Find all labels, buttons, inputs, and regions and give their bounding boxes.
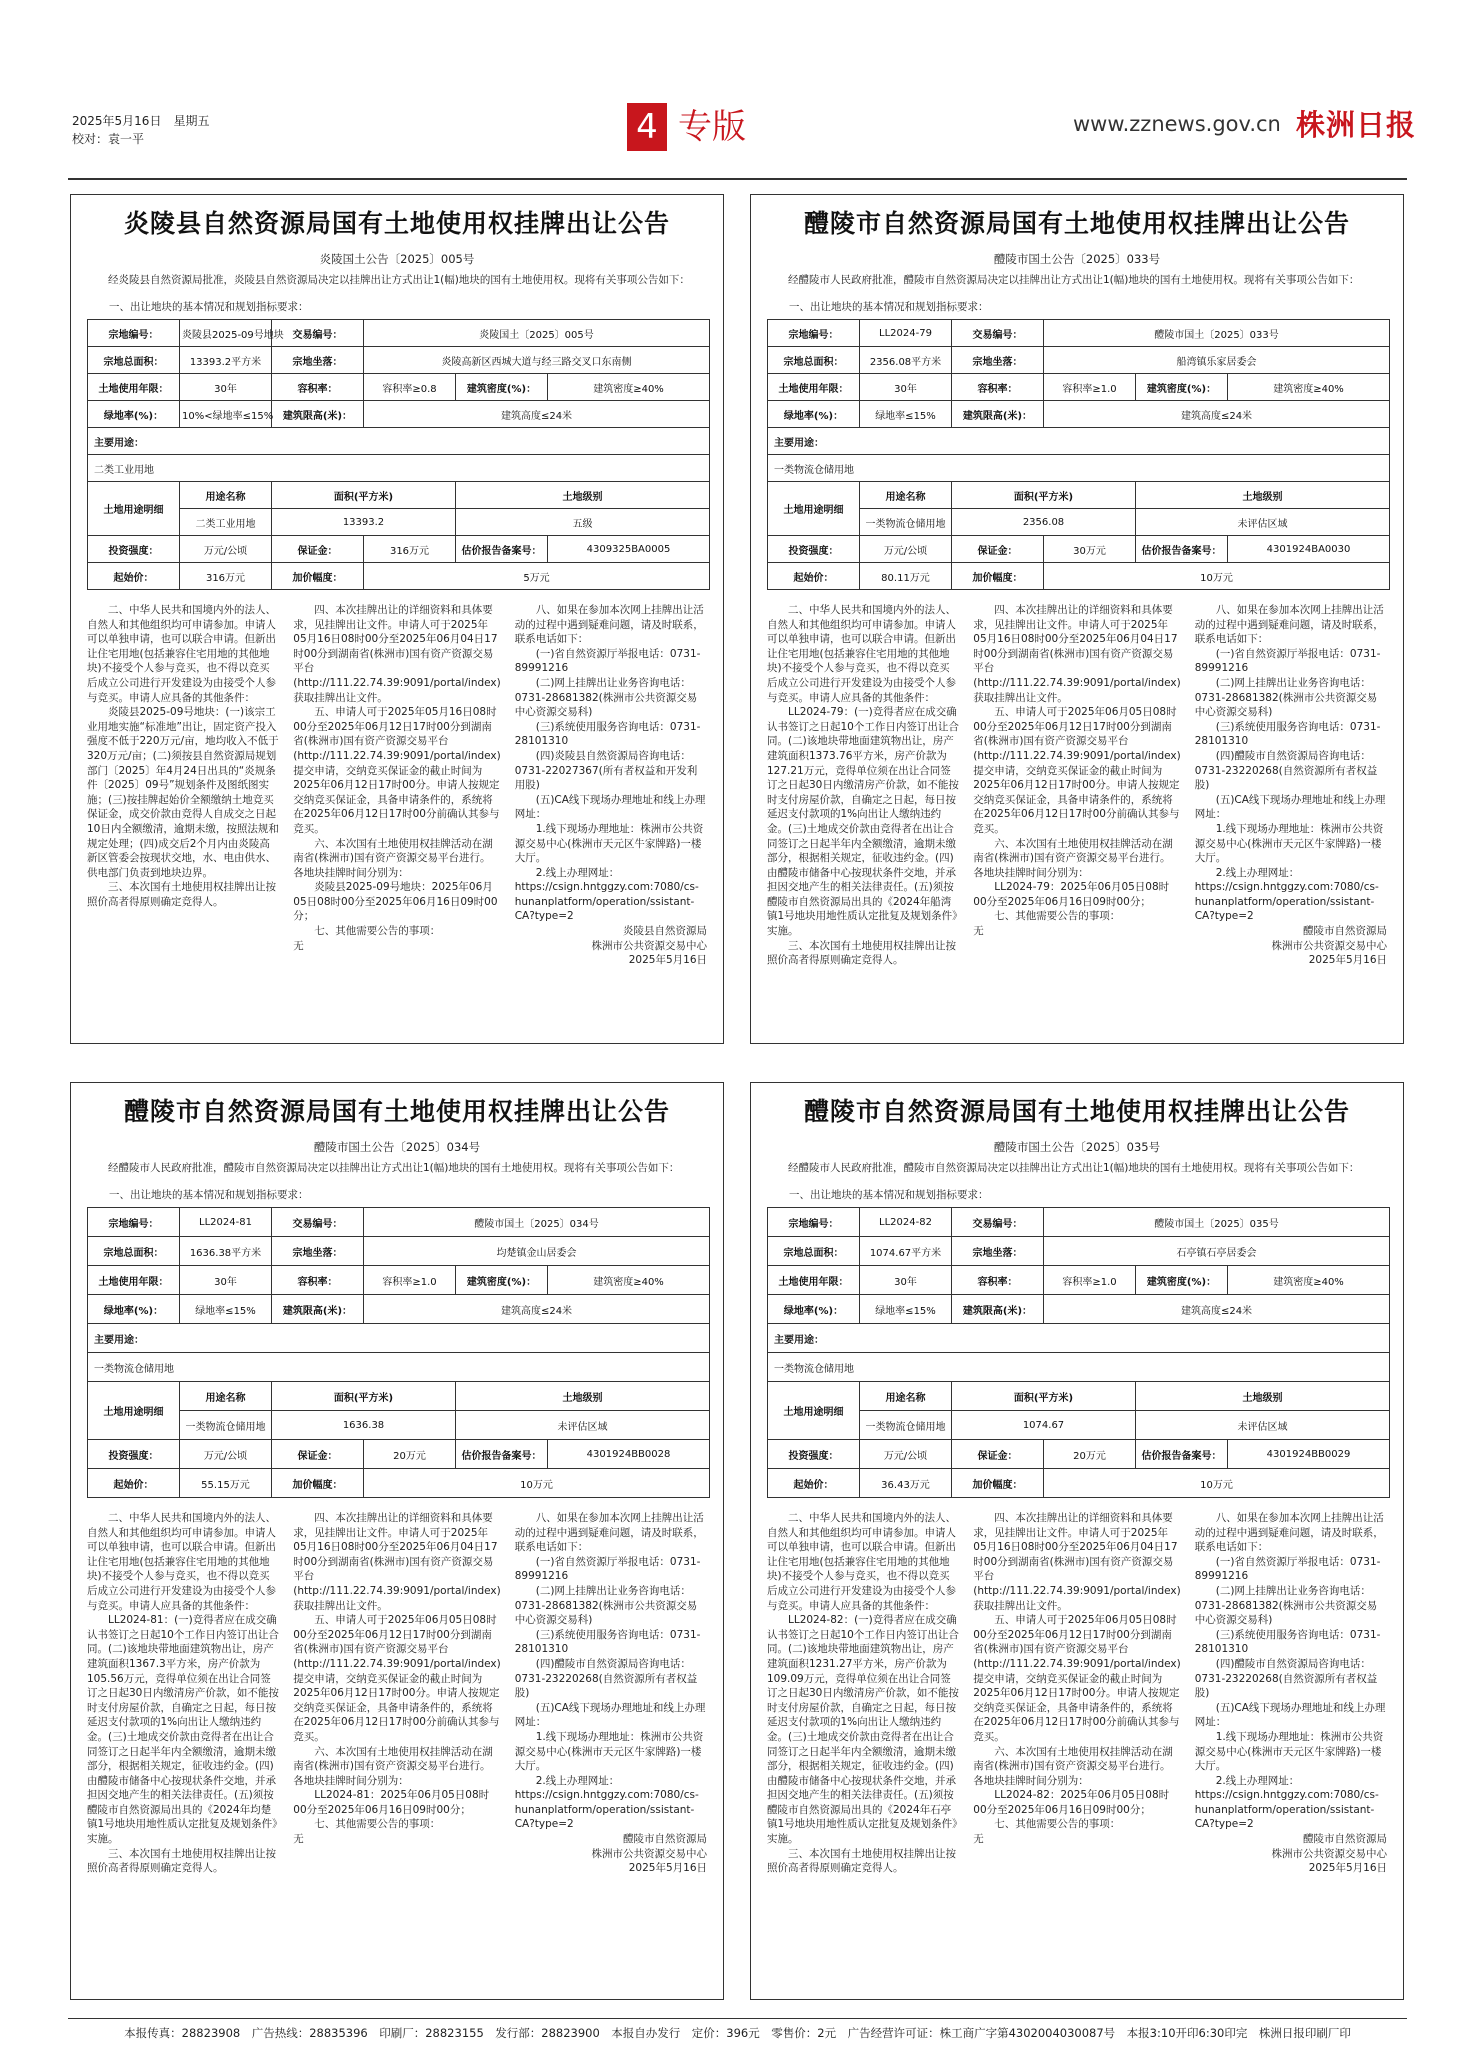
label-term: 土地使用年限：: [88, 1266, 180, 1295]
header-meta: [72, 112, 209, 148]
label-term: 土地使用年限：: [768, 1266, 860, 1295]
label-area: 宗地总面积：: [768, 1237, 860, 1266]
detail-header-area: 面积(平方米): [272, 482, 456, 509]
section-heading: 一、出让地块的基本情况和规划指标要求：: [789, 1189, 989, 1201]
body-paragraph: 炎陵县2025-09号地块：(一)该宗工业用地实施“标准地”出让，固定资产投入强度不低于220万元/亩，地均收入不低于320万元/亩；(二)须按县自然资源局规划部门〔2025〕年4月24日出具的“炎规条件〔2025〕09号”规划条件及图纸图实施；(三)按挂牌起始价全额缴纳土地竞买保证金，成交价款由竞得人自成交之日起10日内全额缴清，逾期未缴，按照法规和规定处理；(四)成交后2个月内由炎陵高新区管委会按现状交地，水、电由供水、供电部门负责到地块边界。: [87, 706, 279, 879]
detail-use: 一类物流仓储用地: [860, 1411, 952, 1440]
label-location: 宗地坐落：: [952, 1237, 1044, 1266]
issue-date: 2025年5月16日 星期五: [72, 114, 210, 128]
detail-area: 1636.38: [272, 1411, 456, 1440]
notice-intro: 经醴陵市人民政府批准，醴陵市自然资源局决定以挂牌出让方式出让1(幅)地块的国有土地使用权。现将有关事项公告如下：: [788, 1162, 1360, 1174]
notice-intro: 经醴陵市人民政府批准，醴陵市自然资源局决定以挂牌出让方式出让1(幅)地块的国有土地使用权。现将有关事项公告如下：: [788, 274, 1360, 286]
body-paragraph: (五)CA线下现场办理地址和线上办理网址：: [1194, 793, 1386, 821]
parcel-no: LL2024-82: [860, 1208, 952, 1237]
body-paragraph: 六、本次国有土地使用权挂牌活动在湖南省(株洲市)国有资产资源交易平台进行。各地块挂牌时间分别为：: [293, 1745, 493, 1787]
body-paragraph: 无: [973, 1833, 984, 1846]
label-valuation: 估价报告备案号：: [456, 536, 548, 563]
body-paragraph: LL2024-81：2025年06月05日08时00分至2025年06月16日09时00分；: [293, 1789, 490, 1816]
land-info-table: [767, 319, 1390, 590]
body-paragraph: (二)网上挂牌出让业务咨询电话：0731-28681382(株洲市公共资源交易中心资源交易科): [1194, 676, 1378, 719]
parcel-area: 13393.2平方米: [180, 347, 272, 374]
label-far: 容积率：: [952, 374, 1044, 401]
body-paragraph: (一)省自然资源厅举报电话：0731-89991216: [514, 1555, 701, 1583]
label-investment: 投资强度：: [88, 536, 180, 563]
label-trade-no: 交易编号：: [272, 1208, 364, 1237]
label-location: 宗地坐落：: [272, 1237, 364, 1266]
body-paragraph: 1.线下现场办理地址：株洲市公共资源交易中心(株洲市天元区牛家牌路)一楼大厅。: [1194, 822, 1384, 865]
label-investment: 投资强度：: [768, 536, 860, 563]
label-location: 宗地坐落：: [272, 347, 364, 374]
trade-no: 醴陵市国土〔2025〕035号: [1044, 1208, 1390, 1237]
label-far: 容积率：: [952, 1266, 1044, 1295]
land-info-table: [87, 1207, 710, 1498]
height-limit: 建筑高度≤24米: [1044, 401, 1390, 428]
body-paragraph: 无: [293, 939, 304, 952]
detail-header-area: 面积(平方米): [952, 482, 1136, 509]
green-ratio: 10%<绿地率≤15%: [180, 401, 272, 428]
floor-area-ratio: 容积率≥1.0: [364, 1266, 456, 1295]
detail-header-use: 用途名称: [180, 482, 272, 509]
label-investment: 投资强度：: [88, 1440, 180, 1469]
building-density: 建筑密度≥40%: [1228, 374, 1390, 401]
label-far: 容积率：: [272, 374, 364, 401]
label-deposit: 保证金：: [272, 1440, 364, 1469]
height-limit: 建筑高度≤24米: [364, 1295, 710, 1324]
label-location: 宗地坐落：: [952, 347, 1044, 374]
notice-panel: [70, 194, 724, 1044]
parcel-no: LL2024-79: [860, 320, 952, 347]
label-green: 绿地率(%)：: [88, 401, 180, 428]
text-column: [293, 603, 500, 1031]
text-column: [767, 603, 959, 1031]
floor-area-ratio: 容积率≥1.0: [1044, 1266, 1136, 1295]
label-trade-no: 交易编号：: [952, 320, 1044, 347]
body-paragraph: (五)CA线下现场办理地址和线上办理网址：: [1194, 1701, 1386, 1729]
investment-intensity: 万元/公顷: [180, 536, 272, 563]
main-use: 一类物流仓储用地: [768, 1353, 1390, 1382]
detail-use: 一类物流仓储用地: [860, 509, 952, 536]
notice-body: [767, 1511, 1387, 1987]
detail-area: 2356.08: [952, 509, 1136, 536]
notice-title: 醴陵市自然资源局国有土地使用权挂牌出让公告: [803, 209, 1350, 238]
notice-panel: [70, 1082, 724, 2000]
label-use-detail: 土地用途明细: [88, 482, 180, 536]
text-column: [293, 1511, 500, 1987]
body-paragraph: 无: [973, 925, 984, 938]
label-parcel-no: 宗地编号：: [768, 1208, 860, 1237]
body-paragraph: (一)省自然资源厅举报电话：0731-89991216: [514, 647, 701, 675]
floor-area-ratio: 容积率≥0.8: [364, 374, 456, 401]
label-parcel-no: 宗地编号：: [88, 1208, 180, 1237]
deposit: 30万元: [1044, 536, 1136, 563]
investment-intensity: 万元/公顷: [860, 536, 952, 563]
label-valuation: 估价报告备案号：: [1136, 536, 1228, 563]
signature-line: 2025年5月16日: [628, 954, 708, 967]
detail-header-grade: 土地级别: [456, 1382, 710, 1411]
signature-line: 株洲市公共资源交易中心: [591, 1847, 708, 1860]
section-heading: 一、出让地块的基本情况和规划指标要求：: [789, 301, 989, 313]
body-paragraph: (二)网上挂牌出让业务咨询电话：0731-28681382(株洲市公共资源交易中心资源交易科): [1194, 1584, 1378, 1627]
deposit: 20万元: [364, 1440, 456, 1469]
notice-panel: [750, 1082, 1404, 2000]
body-paragraph: 二、中华人民共和国境内外的法人、自然人和其他组织均可申请参加。申请人可以单独申请，也可以联合申请。但新出让住宅用地(包括兼容住宅用地的其他地块)不接受个人参与竞买，也不得以竞买后成立公司进行开发建设为由接受个人参与竞买。申请人应具备的其他条件：: [767, 1512, 956, 1612]
notice-title: 醴陵市自然资源局国有土地使用权挂牌出让公告: [123, 1097, 670, 1126]
parcel-area: 2356.08平方米: [860, 347, 952, 374]
body-paragraph: (四)炎陵县自然资源局咨询电话：0731-22027367(所有者权益和开发利用股): [514, 749, 698, 792]
notice-intro: 经炎陵县自然资源局批准，炎陵县自然资源局决定以挂牌出让方式出让1(幅)地块的国有土地使用权。现将有关事项公告如下：: [108, 274, 690, 286]
body-paragraph: LL2024-79：(一)竞得者应在成交确认书签订之日起10个工作日内签订出让合同。(二)该地块带地面建筑物出让，房产建筑面积1373.76平方米，房产价款为127.21万元，竞得单位须在出让合同签订之日起30日内缴清房产价款，如不能按时支付房屋价款，自确定之日起，每日按延迟支付款项的1%向出让人缴纳违约金。(三)土地成交价款由竞得者在出让合同签订之日起半年内全额缴清，逾期未缴部分，根据相关规定，征收违约金。(四)由醴陵市储备中心按现状条件交地，并承担因交地产生的相关法律责任。(五)须按醴陵市自然资源局出具的《2024年船湾镇1号地块用地性质认定批复及规划条件》实施。: [767, 706, 959, 938]
bid-increment: 10万元: [1044, 1469, 1390, 1498]
detail-header-area: 面积(平方米): [952, 1382, 1136, 1411]
trade-no: 醴陵市国土〔2025〕034号: [364, 1208, 710, 1237]
notice-doc-number: 醴陵市国土公告〔2025〕035号: [993, 1140, 1161, 1154]
body-paragraph: 2.线上办理网址：https://csign.hntggzy.com:7080/cs-hunanplatform/operation/ssistant-CA?type=2: [1194, 866, 1379, 923]
body-paragraph: 二、中华人民共和国境内外的法人、自然人和其他组织均可申请参加。申请人可以单独申请，也可以联合申请。但新出让住宅用地(包括兼容住宅用地的其他地块)不接受个人参与竞买，也不得以竞买后成立公司进行开发建设为由接受个人参与竞买。申请人应具备的其他条件：: [767, 604, 956, 704]
parcel-no: 炎陵县2025-09号地块: [180, 320, 272, 347]
green-ratio: 绿地率≤15%: [180, 1295, 272, 1324]
section-heading: 一、出让地块的基本情况和规划指标要求：: [109, 1189, 309, 1201]
investment-intensity: 万元/公顷: [860, 1440, 952, 1469]
signature-line: 醴陵市自然资源局: [1303, 925, 1388, 938]
main-use: 二类工业用地: [88, 455, 710, 482]
use-term: 30年: [180, 1266, 272, 1295]
start-price: 80.11万元: [860, 563, 952, 590]
label-increment: 加价幅度：: [272, 1469, 364, 1498]
label-use-detail: 土地用途明细: [768, 1382, 860, 1440]
text-column: [767, 1511, 959, 1987]
label-term: 土地使用年限：: [88, 374, 180, 401]
label-increment: 加价幅度：: [952, 563, 1044, 590]
label-green: 绿地率(%)：: [768, 1295, 860, 1324]
proofreader: 校对：袁一平: [72, 132, 145, 146]
signature-line: 株洲市公共资源交易中心: [1271, 939, 1388, 952]
label-increment: 加价幅度：: [952, 1469, 1044, 1498]
parcel-location: 均楚镇金山居委会: [364, 1237, 710, 1266]
body-paragraph: 四、本次挂牌出让的详细资料和具体要求，见挂牌出让文件。申请人可于2025年05月16日08时00分至2025年06月04日17时00分到湖南省(株洲市)国有资产资源交易平台(http://111.22.74.39:9091/portal/index)获取挂牌出让文件。: [973, 1512, 1181, 1612]
body-paragraph: LL2024-81：(一)竞得者应在成交确认书签订之日起10个工作日内签订出让合同。(二)该地块带地面建筑物出让，房产建筑面积1367.3平方米，房产价款为105.56万元，竞得单位须在出让合同签订之日起30日内缴清房产价款，如不能按时支付房屋价款，自确定之日起，每日按延迟支付款项的1%向出让人缴纳违约金。(三)土地成交价款由竞得者在出让合同签订之日起半年内全额缴清，逾期未缴部分，根据相关规定，征收违约金。(四)由醴陵市储备中心按现状条件交地，并承担因交地产生的相关法律责任。(五)须按醴陵市自然资源局出具的《2024年均楚镇1号地块用地性质认定批复及规划条件》实施。: [87, 1614, 279, 1846]
site-url: www.zznews.gov.cn: [1073, 112, 1281, 136]
signature-line: 醴陵市自然资源局: [623, 1833, 708, 1846]
label-density: 建筑密度(%)：: [456, 374, 548, 401]
investment-intensity: 万元/公顷: [180, 1440, 272, 1469]
detail-header-area: 面积(平方米): [272, 1382, 456, 1411]
body-paragraph: 无: [293, 1833, 304, 1846]
floor-area-ratio: 容积率≥1.0: [1044, 374, 1136, 401]
label-start-price: 起始价：: [768, 563, 860, 590]
start-price: 36.43万元: [860, 1469, 952, 1498]
parcel-location: 石亭镇石亭居委会: [1044, 1237, 1390, 1266]
body-paragraph: 三、本次国有土地使用权挂牌出让按照价高者得原则确定竞得人。: [767, 1847, 956, 1875]
valuation-record-no: 4309325BA0005: [548, 536, 710, 563]
label-main-use: 主要用途：: [88, 1324, 710, 1353]
land-info-table: [767, 1207, 1390, 1498]
label-main-use: 主要用途：: [88, 428, 710, 455]
detail-grade: 未评估区域: [1136, 1411, 1390, 1440]
body-paragraph: 八、如果在参加本次网上挂牌出让活动的过程中遇到疑难问题，请及时联系，联系电话如下：: [1194, 604, 1384, 646]
notice-doc-number: 醴陵市国土公告〔2025〕033号: [993, 252, 1161, 266]
detail-header-grade: 土地级别: [1136, 1382, 1390, 1411]
body-paragraph: 四、本次挂牌出让的详细资料和具体要求，见挂牌出让文件。申请人可于2025年05月16日08时00分至2025年06月04日17时00分到湖南省(株洲市)国有资产资源交易平台(http://111.22.74.39:9091/portal/index)获取挂牌出让文件。: [293, 1512, 501, 1612]
page-number-badge: 4: [627, 103, 667, 151]
start-price: 316万元: [180, 563, 272, 590]
building-density: 建筑密度≥40%: [548, 1266, 710, 1295]
main-use: 一类物流仓储用地: [88, 1353, 710, 1382]
body-paragraph: (四)醴陵市自然资源局咨询电话：0731-23220268(自然资源所有者权益股): [1194, 1657, 1378, 1700]
text-column: [87, 1511, 279, 1987]
body-paragraph: 八、如果在参加本次网上挂牌出让活动的过程中遇到疑难问题，请及时联系，联系电话如下：: [514, 1512, 704, 1554]
detail-grade: 未评估区域: [1136, 509, 1390, 536]
height-limit: 建筑高度≤24米: [364, 401, 710, 428]
signature-line: 2025年5月16日: [1308, 1862, 1388, 1875]
label-main-use: 主要用途：: [768, 1324, 1390, 1353]
body-paragraph: 二、中华人民共和国境内外的法人、自然人和其他组织均可申请参加。申请人可以单独申请，也可以联合申请。但新出让住宅用地(包括兼容住宅用地的其他地块)不接受个人参与竞买，也不得以竞买后成立公司进行开发建设为由接受个人参与竞买。申请人应具备的其他条件：: [87, 1512, 276, 1612]
use-term: 30年: [180, 374, 272, 401]
body-paragraph: (一)省自然资源厅举报电话：0731-89991216: [1194, 1555, 1381, 1583]
label-use-detail: 土地用途明细: [768, 482, 860, 536]
body-paragraph: 五、申请人可于2025年05月16日08时00分至2025年06月12日17时00分到湖南省(株洲市)国有资产资源交易平台(http://111.22.74.39:9091/portal/index)提交申请，交纳竞买保证金的截止时间为2025年06月12日17时00分。申请人按规定交纳竞买保证金，具备申请条件的，系统将在2025年06月12日17时00分前确认其参与竞买。: [293, 706, 501, 835]
label-height: 建筑限高(米)：: [952, 1295, 1044, 1324]
bid-increment: 10万元: [1044, 563, 1390, 590]
body-paragraph: (四)醴陵市自然资源局咨询电话：0731-23220268(自然资源所有者权益股): [514, 1657, 698, 1700]
deposit: 20万元: [1044, 1440, 1136, 1469]
valuation-record-no: 4301924BA0030: [1228, 536, 1390, 563]
label-green: 绿地率(%)：: [88, 1295, 180, 1324]
label-investment: 投资强度：: [768, 1440, 860, 1469]
label-trade-no: 交易编号：: [272, 320, 364, 347]
building-density: 建筑密度≥40%: [1228, 1266, 1390, 1295]
label-valuation: 估价报告备案号：: [1136, 1440, 1228, 1469]
notice-intro: 经醴陵市人民政府批准，醴陵市自然资源局决定以挂牌出让方式出让1(幅)地块的国有土地使用权。现将有关事项公告如下：: [108, 1162, 680, 1174]
body-paragraph: 八、如果在参加本次网上挂牌出让活动的过程中遇到疑难问题，请及时联系，联系电话如下：: [1194, 1512, 1384, 1554]
label-trade-no: 交易编号：: [952, 1208, 1044, 1237]
label-density: 建筑密度(%)：: [1136, 374, 1228, 401]
label-start-price: 起始价：: [88, 1469, 180, 1498]
detail-header-use: 用途名称: [860, 482, 952, 509]
signature-line: 2025年5月16日: [628, 1862, 708, 1875]
trade-no: 炎陵国土〔2025〕005号: [364, 320, 710, 347]
text-column: [515, 603, 707, 1031]
detail-use: 二类工业用地: [180, 509, 272, 536]
body-paragraph: 五、申请人可于2025年06月05日08时00分至2025年06月12日17时00分到湖南省(株洲市)国有资产资源交易平台(http://111.22.74.39:9091/portal/index)提交申请，交纳竞买保证金的截止时间为2025年06月12日17时00分。申请人按规定交纳竞买保证金，具备申请条件的，系统将在2025年06月12日17时00分前确认其参与竞买。: [293, 1614, 501, 1743]
body-paragraph: (一)省自然资源厅举报电话：0731-89991216: [1194, 647, 1381, 675]
detail-header-use: 用途名称: [180, 1382, 272, 1411]
text-column: [1195, 1511, 1387, 1987]
label-use-detail: 土地用途明细: [88, 1382, 180, 1440]
body-paragraph: 1.线下现场办理地址：株洲市公共资源交易中心(株洲市天元区牛家牌路)一楼大厅。: [514, 1730, 704, 1773]
detail-grade: 未评估区域: [456, 1411, 710, 1440]
body-paragraph: LL2024-82：2025年06月05日08时00分至2025年06月16日09时00分；: [973, 1789, 1170, 1816]
detail-grade: 五级: [456, 509, 710, 536]
label-deposit: 保证金：: [952, 536, 1044, 563]
body-paragraph: 炎陵县2025-09号地块：2025年06月05日08时00分至2025年06月16日09时00分；: [293, 881, 498, 923]
label-parcel-no: 宗地编号：: [88, 320, 180, 347]
label-deposit: 保证金：: [952, 1440, 1044, 1469]
body-paragraph: 1.线下现场办理地址：株洲市公共资源交易中心(株洲市天元区牛家牌路)一楼大厅。: [514, 822, 704, 865]
label-density: 建筑密度(%)：: [1136, 1266, 1228, 1295]
body-paragraph: 三、本次国有土地使用权挂牌出让按照价高者得原则确定竞得人。: [87, 1847, 276, 1875]
detail-header-use: 用途名称: [860, 1382, 952, 1411]
detail-use: 一类物流仓储用地: [180, 1411, 272, 1440]
body-paragraph: (二)网上挂牌出让业务咨询电话：0731-28681382(株洲市公共资源交易中心资源交易科): [514, 1584, 698, 1627]
label-valuation: 估价报告备案号：: [456, 1440, 548, 1469]
notice-body: [87, 603, 707, 1031]
body-paragraph: 三、本次国有土地使用权挂牌出让按照价高者得原则确定竞得人。: [87, 881, 276, 908]
detail-area: 1074.67: [952, 1411, 1136, 1440]
height-limit: 建筑高度≤24米: [1044, 1295, 1390, 1324]
parcel-area: 1074.67平方米: [860, 1237, 952, 1266]
body-paragraph: 六、本次国有土地使用权挂牌活动在湖南省(株洲市)国有资产资源交易平台进行。各地块挂牌时间分别为：: [293, 837, 493, 879]
body-paragraph: 七、其他需要公告的事项：: [994, 1818, 1121, 1831]
notice-doc-number: 醴陵市国土公告〔2025〕034号: [313, 1140, 481, 1154]
land-info-table: [87, 319, 710, 590]
body-paragraph: LL2024-82：(一)竞得者应在成交确认书签订之日起10个工作日内签订出让合同。(二)该地块带地面建筑物出让，房产建筑面积1231.27平方米，房产价款为109.09万元，竞得单位须在出让合同签订之日起30日内缴清房产价款，如不能按时支付房屋价款，自确定之日起，每日按延迟支付款项的1%向出让人缴纳违约金。(三)土地成交价款由竞得者在出让合同签订之日起半年内全额缴清，逾期未缴部分，根据相关规定，征收违约金。(四)由醴陵市储备中心按现状条件交地，并承担因交地产生的相关法律责任。(五)须按醴陵市自然资源局出具的《2024年石亭镇1号地块用地性质认定批复及规划条件》实施。: [767, 1614, 959, 1846]
body-paragraph: 2.线上办理网址：https://csign.hntggzy.com:7080/cs-hunanplatform/operation/ssistant-CA?type=2: [514, 866, 699, 923]
body-paragraph: (三)系统使用服务咨询电话：0731-28101310: [1194, 1628, 1381, 1656]
label-main-use: 主要用途：: [768, 428, 1390, 455]
detail-header-grade: 土地级别: [456, 482, 710, 509]
body-paragraph: (二)网上挂牌出让业务咨询电话：0731-28681382(株洲市公共资源交易中心资源交易科): [514, 676, 698, 719]
body-paragraph: (三)系统使用服务咨询电话：0731-28101310: [514, 720, 701, 748]
notice-panel: [750, 194, 1404, 1044]
notice-body: [767, 603, 1387, 1031]
label-density: 建筑密度(%)：: [456, 1266, 548, 1295]
deposit: 316万元: [364, 536, 456, 563]
label-increment: 加价幅度：: [272, 563, 364, 590]
parcel-no: LL2024-81: [180, 1208, 272, 1237]
body-paragraph: 五、申请人可于2025年06月05日08时00分至2025年06月12日17时00分到湖南省(株洲市)国有资产资源交易平台(http://111.22.74.39:9091/portal/index)提交申请，交纳竞买保证金的截止时间为2025年06月12日17时00分。申请人按规定交纳竞买保证金，具备申请条件的，系统将在2025年06月12日17时00分前确认其参与竞买。: [973, 1614, 1181, 1743]
body-paragraph: 四、本次挂牌出让的详细资料和具体要求，见挂牌出让文件。申请人可于2025年05月16日08时00分至2025年06月04日17时00分到湖南省(株洲市)国有资产资源交易平台(http://111.22.74.39:9091/portal/index)获取挂牌出让文件。: [973, 604, 1181, 704]
section-title: 专版: [678, 107, 746, 147]
text-column: [1195, 603, 1387, 1031]
label-deposit: 保证金：: [272, 536, 364, 563]
body-paragraph: 四、本次挂牌出让的详细资料和具体要求，见挂牌出让文件。申请人可于2025年05月16日08时00分至2025年06月04日17时00分到湖南省(株洲市)国有资产资源交易平台(http://111.22.74.39:9091/portal/index)获取挂牌出让文件。: [293, 604, 501, 704]
label-area: 宗地总面积：: [88, 347, 180, 374]
body-paragraph: (五)CA线下现场办理地址和线上办理网址：: [514, 1701, 706, 1729]
label-area: 宗地总面积：: [88, 1237, 180, 1266]
text-column: [515, 1511, 707, 1987]
body-paragraph: 五、申请人可于2025年06月05日08时00分至2025年06月12日17时00分到湖南省(株洲市)国有资产资源交易平台(http://111.22.74.39:9091/portal/index)提交申请，交纳竞买保证金的截止时间为2025年06月12日17时00分。申请人按规定交纳竞买保证金，具备申请条件的，系统将在2025年06月12日17时00分前确认其参与竞买。: [973, 706, 1181, 835]
body-paragraph: 六、本次国有土地使用权挂牌活动在湖南省(株洲市)国有资产资源交易平台进行。各地块挂牌时间分别为：: [973, 1745, 1173, 1787]
parcel-area: 1636.38平方米: [180, 1237, 272, 1266]
page-footer: 本报传真：28823908 广告热线：28835396 印刷厂：28823155 发行部：28823900 本报自办发行 定价：396元 零售价：2元 广告经营许可证：株工商广字第4302004030087号 本报3:10开印6:30印完 株洲日报印刷厂印: [68, 2018, 1407, 2041]
label-height: 建筑限高(米)：: [952, 401, 1044, 428]
valuation-record-no: 4301924BB0028: [548, 1440, 710, 1469]
parcel-location: 炎陵高新区西城大道与经三路交叉口东南侧: [364, 347, 710, 374]
body-paragraph: (三)系统使用服务咨询电话：0731-28101310: [1194, 720, 1381, 748]
parcel-location: 船湾镇乐家居委会: [1044, 347, 1390, 374]
body-paragraph: LL2024-79：2025年06月05日08时00分至2025年06月16日09时00分；: [973, 881, 1170, 908]
trade-no: 醴陵市国土〔2025〕033号: [1044, 320, 1390, 347]
label-height: 建筑限高(米)：: [272, 401, 364, 428]
label-parcel-no: 宗地编号：: [768, 320, 860, 347]
text-column: [973, 1511, 1180, 1987]
body-paragraph: 2.线上办理网址：https://csign.hntggzy.com:7080/cs-hunanplatform/operation/ssistant-CA?type=2: [1194, 1774, 1379, 1831]
main-use: 一类物流仓储用地: [768, 455, 1390, 482]
bid-increment: 5万元: [364, 563, 710, 590]
notice-title: 醴陵市自然资源局国有土地使用权挂牌出让公告: [803, 1097, 1350, 1126]
signature-line: 炎陵县自然资源局: [623, 925, 708, 938]
body-paragraph: 2.线上办理网址：https://csign.hntggzy.com:7080/cs-hunanplatform/operation/ssistant-CA?type=2: [514, 1774, 699, 1831]
bid-increment: 10万元: [364, 1469, 710, 1498]
green-ratio: 绿地率≤15%: [860, 1295, 952, 1324]
signature-line: 株洲市公共资源交易中心: [591, 939, 708, 952]
detail-area: 13393.2: [272, 509, 456, 536]
building-density: 建筑密度≥40%: [548, 374, 710, 401]
start-price: 55.15万元: [180, 1469, 272, 1498]
label-far: 容积率：: [272, 1266, 364, 1295]
text-column: [973, 603, 1180, 1031]
signature-line: 2025年5月16日: [1308, 954, 1388, 967]
header-rule: [68, 178, 1407, 180]
label-height: 建筑限高(米)：: [272, 1295, 364, 1324]
body-paragraph: (五)CA线下现场办理地址和线上办理网址：: [514, 793, 706, 821]
body-paragraph: 八、如果在参加本次网上挂牌出让活动的过程中遇到疑难问题，请及时联系，联系电话如下：: [514, 604, 704, 646]
label-start-price: 起始价：: [88, 563, 180, 590]
body-paragraph: 三、本次国有土地使用权挂牌出让按照价高者得原则确定竞得人。: [767, 939, 956, 967]
body-paragraph: (四)醴陵市自然资源局咨询电话：0731-23220268(自然资源所有者权益股): [1194, 749, 1378, 792]
body-paragraph: 二、中华人民共和国境内外的法人、自然人和其他组织均可申请参加。申请人可以单独申请，也可以联合申请。但新出让住宅用地(包括兼容住宅用地的其他地块)不接受个人参与竞买，也不得以竞买后成立公司进行开发建设为由接受个人参与竞买。申请人应具备的其他条件：: [87, 604, 276, 704]
notice-title: 炎陵县自然资源局国有土地使用权挂牌出让公告: [123, 209, 670, 238]
signature-line: 株洲市公共资源交易中心: [1271, 1847, 1388, 1860]
newspaper-logo: 株洲日报: [1296, 108, 1417, 142]
signature-line: 醴陵市自然资源局: [1303, 1833, 1388, 1846]
body-paragraph: 七、其他需要公告的事项：: [314, 925, 441, 938]
label-green: 绿地率(%)：: [768, 401, 860, 428]
text-column: [87, 603, 279, 1031]
notice-doc-number: 炎陵国土公告〔2025〕005号: [319, 252, 475, 266]
notice-body: [87, 1511, 707, 1987]
body-paragraph: 七、其他需要公告的事项：: [994, 910, 1121, 923]
label-term: 土地使用年限：: [768, 374, 860, 401]
label-start-price: 起始价：: [768, 1469, 860, 1498]
body-paragraph: 七、其他需要公告的事项：: [314, 1818, 441, 1831]
body-paragraph: (三)系统使用服务咨询电话：0731-28101310: [514, 1628, 701, 1656]
label-area: 宗地总面积：: [768, 347, 860, 374]
use-term: 30年: [860, 1266, 952, 1295]
green-ratio: 绿地率≤15%: [860, 401, 952, 428]
body-paragraph: 六、本次国有土地使用权挂牌活动在湖南省(株洲市)国有资产资源交易平台进行。各地块挂牌时间分别为：: [973, 837, 1173, 879]
body-paragraph: 1.线下现场办理地址：株洲市公共资源交易中心(株洲市天元区牛家牌路)一楼大厅。: [1194, 1730, 1384, 1773]
detail-header-grade: 土地级别: [1136, 482, 1390, 509]
section-heading: 一、出让地块的基本情况和规划指标要求：: [109, 301, 309, 313]
page-header: [0, 0, 1475, 180]
use-term: 30年: [860, 374, 952, 401]
valuation-record-no: 4301924BB0029: [1228, 1440, 1390, 1469]
